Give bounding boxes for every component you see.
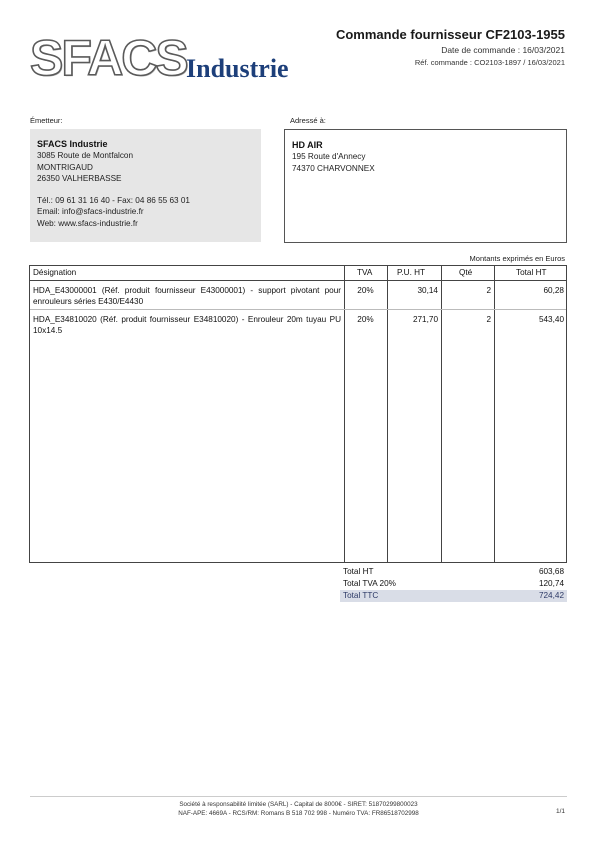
footer-line-1: Société à responsabilité limitée (SARL) - Capital de 8000€ - SIRET: 51870299800023: [179, 801, 418, 808]
sender-address-line1: 3085 Route de Montfalcon: [37, 151, 134, 160]
total-ttc-value: 724,42: [538, 591, 564, 600]
sender-name: SFACS Industrie: [37, 139, 108, 149]
total-ttc-row: [340, 590, 567, 602]
sender-label: Émetteur:: [30, 116, 63, 125]
row-divider: [30, 309, 566, 310]
total-ht-label: Total HT: [343, 567, 374, 576]
recipient-address-line2: 74370 CHARVONNEX: [292, 163, 375, 173]
recipient-name: HD AIR: [292, 140, 323, 150]
sender-address-line3: 26350 VALHERBASSE: [37, 174, 122, 183]
row-1-unit-price: 30,14: [417, 286, 438, 295]
order-reference: Réf. commande : CO2103-1897 / 16/03/2021: [414, 58, 565, 67]
column-header-designation: Désignation: [33, 268, 77, 277]
company-logo: [30, 30, 320, 86]
page-number: 1/1: [555, 808, 565, 815]
total-tva-value: 120,74: [538, 579, 564, 588]
column-header-tva: TVA: [357, 268, 373, 277]
total-ht-row: [340, 566, 567, 578]
totals-block: [340, 566, 567, 602]
row-1-quantity: 2: [486, 286, 491, 295]
order-lines-table: [29, 265, 567, 563]
column-divider: [494, 266, 495, 562]
row-2-designation: HDA_E34810020 (Réf. produit fournisseur E34810020) - Enrouleur 20m tuyau PU 10x14.5: [33, 315, 341, 335]
logo-wordmark: SFACS: [30, 30, 187, 86]
total-tva-row: [340, 578, 567, 590]
sender-box: [30, 129, 261, 242]
order-date: Date de commande : 16/03/2021: [441, 45, 565, 55]
sender-email: Email: info@sfacs-industrie.fr: [37, 207, 144, 216]
recipient-address-line1: 195 Route d'Annecy: [292, 152, 366, 161]
row-2-total: 543,40: [538, 315, 564, 324]
total-ttc-label: Total TTC: [343, 591, 379, 600]
row-1-designation: HDA_E43000001 (Réf. produit fournisseur E43000001) - support pivotant pour enrouleurs séries E430/E4430: [33, 286, 341, 306]
recipient-box: [284, 129, 567, 243]
logo-subtitle: Industrie: [186, 54, 289, 83]
total-ht-value: 603,68: [538, 567, 564, 576]
footer-line-2: NAF-APE: 4669A - RCS/RM: Romans B 518 702 998 - Numéro TVA: FR86518702998: [178, 810, 419, 817]
column-divider: [441, 266, 442, 562]
column-divider: [344, 266, 345, 562]
sender-address-line2: MONTRIGAUD: [37, 162, 93, 172]
column-header-total: Total HT: [516, 268, 547, 277]
row-1-tva: 20%: [357, 286, 374, 295]
row-2-quantity: 2: [486, 315, 491, 324]
currency-note: Montants exprimés en Euros: [469, 254, 565, 263]
column-header-quantity: Qté: [459, 268, 473, 277]
footer-divider: [30, 796, 567, 797]
document-title: Commande fournisseur CF2103-1955: [335, 27, 565, 42]
legal-footer: [30, 800, 567, 818]
total-tva-label: Total TVA 20%: [343, 579, 396, 588]
column-header-unit-price: P.U. HT: [397, 268, 426, 277]
sender-website: Web: www.sfacs-industrie.fr: [37, 218, 138, 228]
recipient-label: Adressé à:: [290, 116, 326, 125]
row-2-unit-price: 271,70: [412, 315, 438, 324]
row-1-total: 60,28: [543, 286, 564, 295]
sender-phone: Tél.: 09 61 31 16 40 - Fax: 04 86 55 63 01: [37, 195, 190, 205]
row-2-tva: 20%: [357, 315, 374, 324]
header-divider: [30, 280, 566, 281]
column-divider: [387, 266, 388, 562]
